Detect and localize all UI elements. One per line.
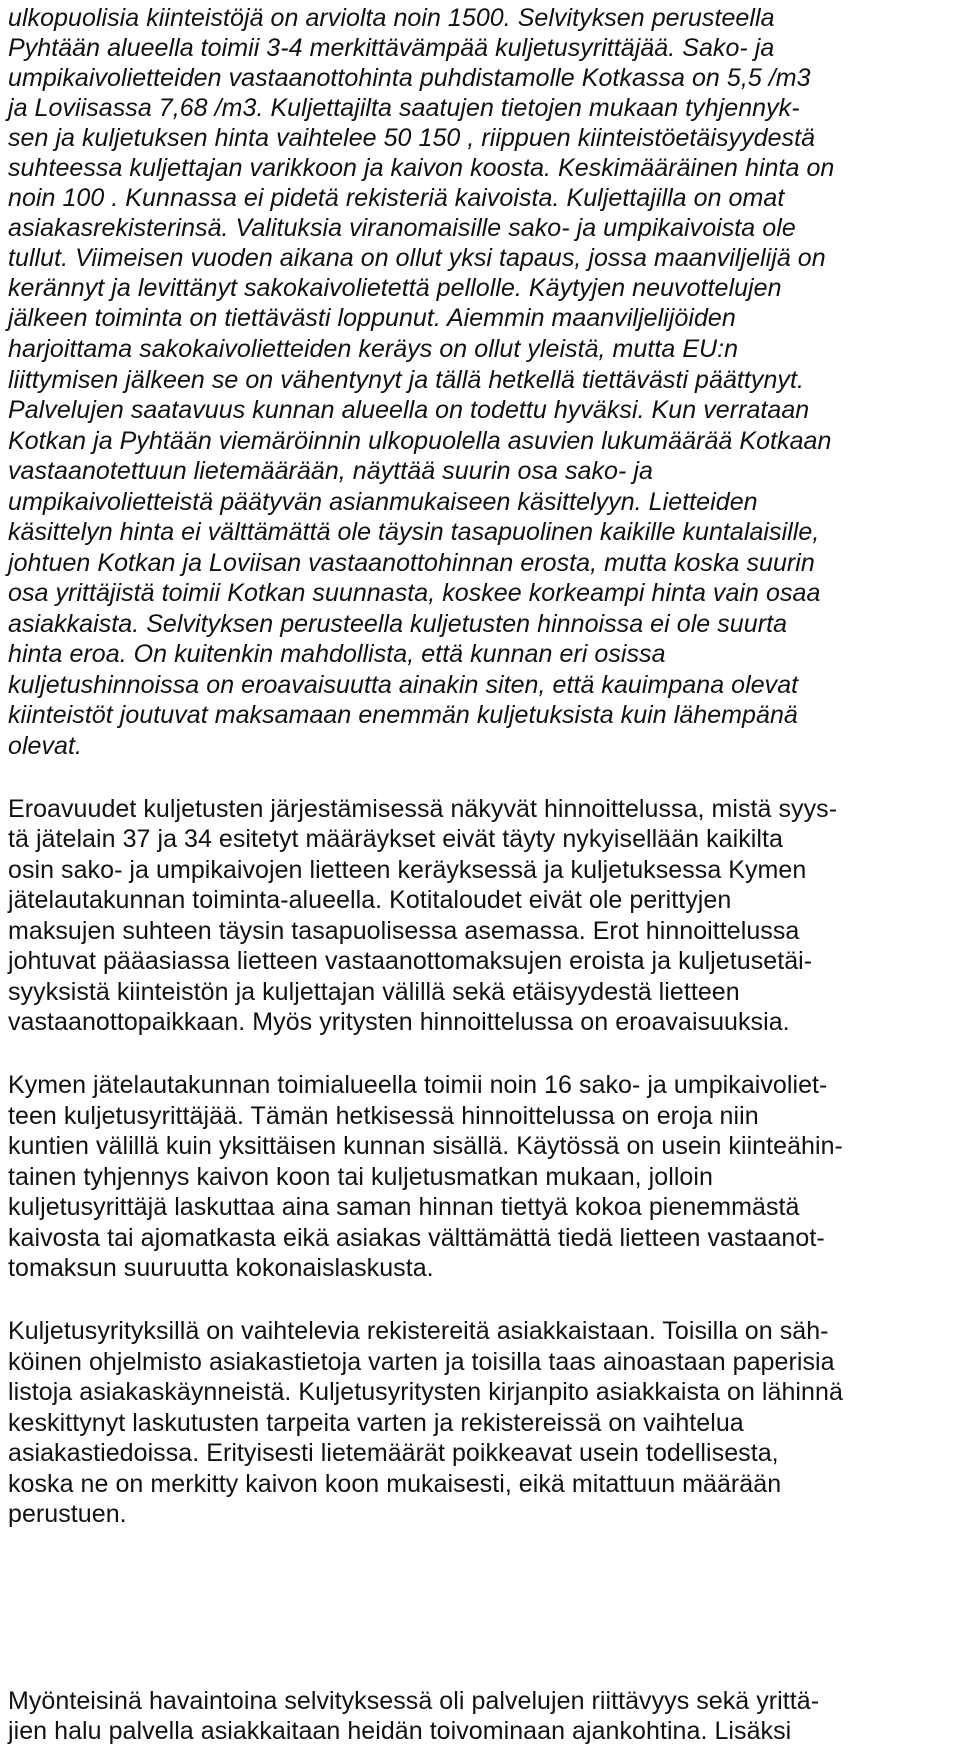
text-line: jätelautakunnan toiminta-alueella. Kotitaloudet eivät ole perittyjen [8, 886, 732, 914]
text-line: Myönteisinä havaintoina selvityksessä oli palvelujen riittävyys sekä yrittä- [8, 1687, 820, 1715]
text-line: olevat. [8, 732, 83, 760]
text-line: kerännyt ja levittänyt sakokaivolietettä pellolle. Käytyjen neuvottelujen [8, 274, 782, 302]
text-line: umpikaivolietteistä päätyvän asianmukaiseen käsittelyyn. Lietteiden [8, 488, 758, 516]
text-line: Kymen jätelautakunnan toimialueella toimii noin 16 sako- ja umpikaivoliet- [8, 1071, 828, 1099]
text-line: Palvelujen saatavuus kunnan alueella on todettu hyväksi. Kun verrataan [8, 396, 810, 424]
text-line: jälkeen toiminta on tiettävästi loppunut. Aiemmin maanviljelijöiden [8, 304, 736, 332]
text-line: koska ne on merkitty kaivon koon mukaisesti, eikä mitattuun määrään [8, 1470, 782, 1498]
text-line: ja Loviisassa 7,68 /m3. Kuljettajilta saatujen tietojen mukaan tyhjennyk- [8, 94, 800, 122]
text-line: Kotkan ja Pyhtään viemäröinnin ulkopuolella asuvien lukumäärää Kotkaan [8, 427, 832, 455]
text-line: noin 100 . Kunnassa ei pidetä rekisteriä kaivoista. Kuljettajilla on omat [8, 184, 785, 212]
text-line: jien halu palvella asiakkaitaan heidän toivominaan ajankohtina. Lisäksi [8, 1717, 792, 1745]
text-line: ulkopuolisia kiinteistöjä on arviolta noin 1500. Selvityksen perusteella [8, 4, 775, 32]
text-line: teen kuljetusyrittäjää. Tämän hetkisessä hinnoittelussa on eroja niin [8, 1102, 759, 1130]
text-line: umpikaivolietteiden vastaanottohinta puhdistamolle Kotkassa on 5,5 /m3 [8, 64, 811, 92]
text-line: tä jätelain 37 ja 34 esitetyt määräykset eivät täyty nykyisellään kaikilta [8, 825, 783, 853]
text-line: keskittynyt laskutusten tarpeita varten ja rekistereissä on vaihtelua [8, 1409, 744, 1437]
text-line: sen ja kuljetuksen hinta vaihtelee 50 150 , riippuen kiinteistöetäisyydestä [8, 124, 816, 152]
text-line: tullut. Viimeisen vuoden aikana on ollut yksi tapaus, jossa maanviljelijä on [8, 244, 826, 272]
text-line: osin sako- ja umpikaivojen lietteen keräyksessä ja kuljetuksessa Kymen [8, 856, 807, 884]
text-line: Eroavuudet kuljetusten järjestämisessä näkyvät hinnoittelussa, mistä syys- [8, 795, 838, 823]
text-line: kuntien välillä kuin yksittäisen kunnan sisällä. Käytössä on usein kiinteähin- [8, 1132, 843, 1160]
text-line: kuljetushinnoissa on eroavaisuutta ainakin siten, että kauimpana olevat [8, 671, 799, 699]
text-line: köinen ohjelmisto asiakastietoja varten ja toisilla taas ainoastaan paperisia [8, 1348, 835, 1376]
text-line: vastaanotettuun lietemäärään, näyttää suurin osa sako- ja [8, 457, 653, 485]
text-line: hinta eroa. On kuitenkin mahdollista, että kunnan eri osissa [8, 640, 666, 668]
text-line: kiinteistöt joutuvat maksamaan enemmän kuljetuksista kuin lähempänä [8, 701, 798, 729]
text-line: kuljetusyrittäjä laskuttaa aina saman hinnan tiettyä kokoa pienemmästä [8, 1193, 800, 1221]
text-line: maksujen suhteen täysin tasapuolisessa asemassa. Erot hinnoittelussa [8, 917, 800, 945]
text-line: perustuen. [8, 1500, 127, 1528]
text-line: käsittelyn hinta ei välttämättä ole täysin tasapuolinen kaikille kuntalaisille, [8, 518, 820, 546]
text-line: johtuen Kotkan ja Loviisan vastaanottohinnan erosta, mutta koska suurin [8, 549, 815, 577]
text-line: asiakkaista. Selvityksen perusteella kuljetusten hinnoissa ei ole suurta [8, 610, 788, 638]
text-line: syyksistä kiinteistön ja kuljettajan välillä sekä etäisyydestä lietteen [8, 978, 740, 1006]
text-line: liittymisen jälkeen se on vähentynyt ja tällä hetkellä tiettävästi päättynyt. [8, 366, 804, 394]
text-line: osa yrittäjistä toimii Kotkan suunnasta, koskee korkeampi hinta vain osaa [8, 579, 821, 607]
text-line: tomaksun suuruutta kokonaislaskusta. [8, 1254, 434, 1282]
text-line: kaivosta tai ajomatkasta eikä asiakas välttämättä tiedä lietteen vastaanot- [8, 1224, 825, 1252]
text-line: Pyhtään alueella toimii 3-4 merkittävämpää kuljetusyrittäjää. Sako- ja [8, 34, 775, 62]
text-line: harjoittama sakokaivolietteiden keräys on ollut yleistä, mutta EU:n [8, 335, 739, 363]
text-line: Kuljetusyrityksillä on vaihtelevia rekistereitä asiakkaistaan. Toisilla on säh- [8, 1317, 829, 1345]
text-line: asiakasrekisterinsä. Valituksia viranomaisille sako- ja umpikaivoista ole [8, 214, 796, 242]
text-line: suhteessa kuljettajan varikkoon ja kaivon koosta. Keskimääräinen hinta on [8, 154, 835, 182]
text-line: vastaanottopaikkaan. Myös yritysten hinnoittelussa on eroavaisuuksia. [8, 1008, 790, 1036]
text-line: listoja asiakaskäynneistä. Kuljetusyritysten kirjanpito asiakkaista on lähinnä [8, 1378, 843, 1406]
text-line: asiakastiedoissa. Erityisesti lietemäärät poikkeavat usein todellisesta, [8, 1439, 779, 1467]
text-line: johtuvat pääasiassa lietteen vastaanottomaksujen eroista ja kuljetusetäi- [8, 947, 813, 975]
text-line: tainen tyhjennys kaivon koon tai kuljetusmatkan mukaan, jolloin [8, 1163, 713, 1191]
